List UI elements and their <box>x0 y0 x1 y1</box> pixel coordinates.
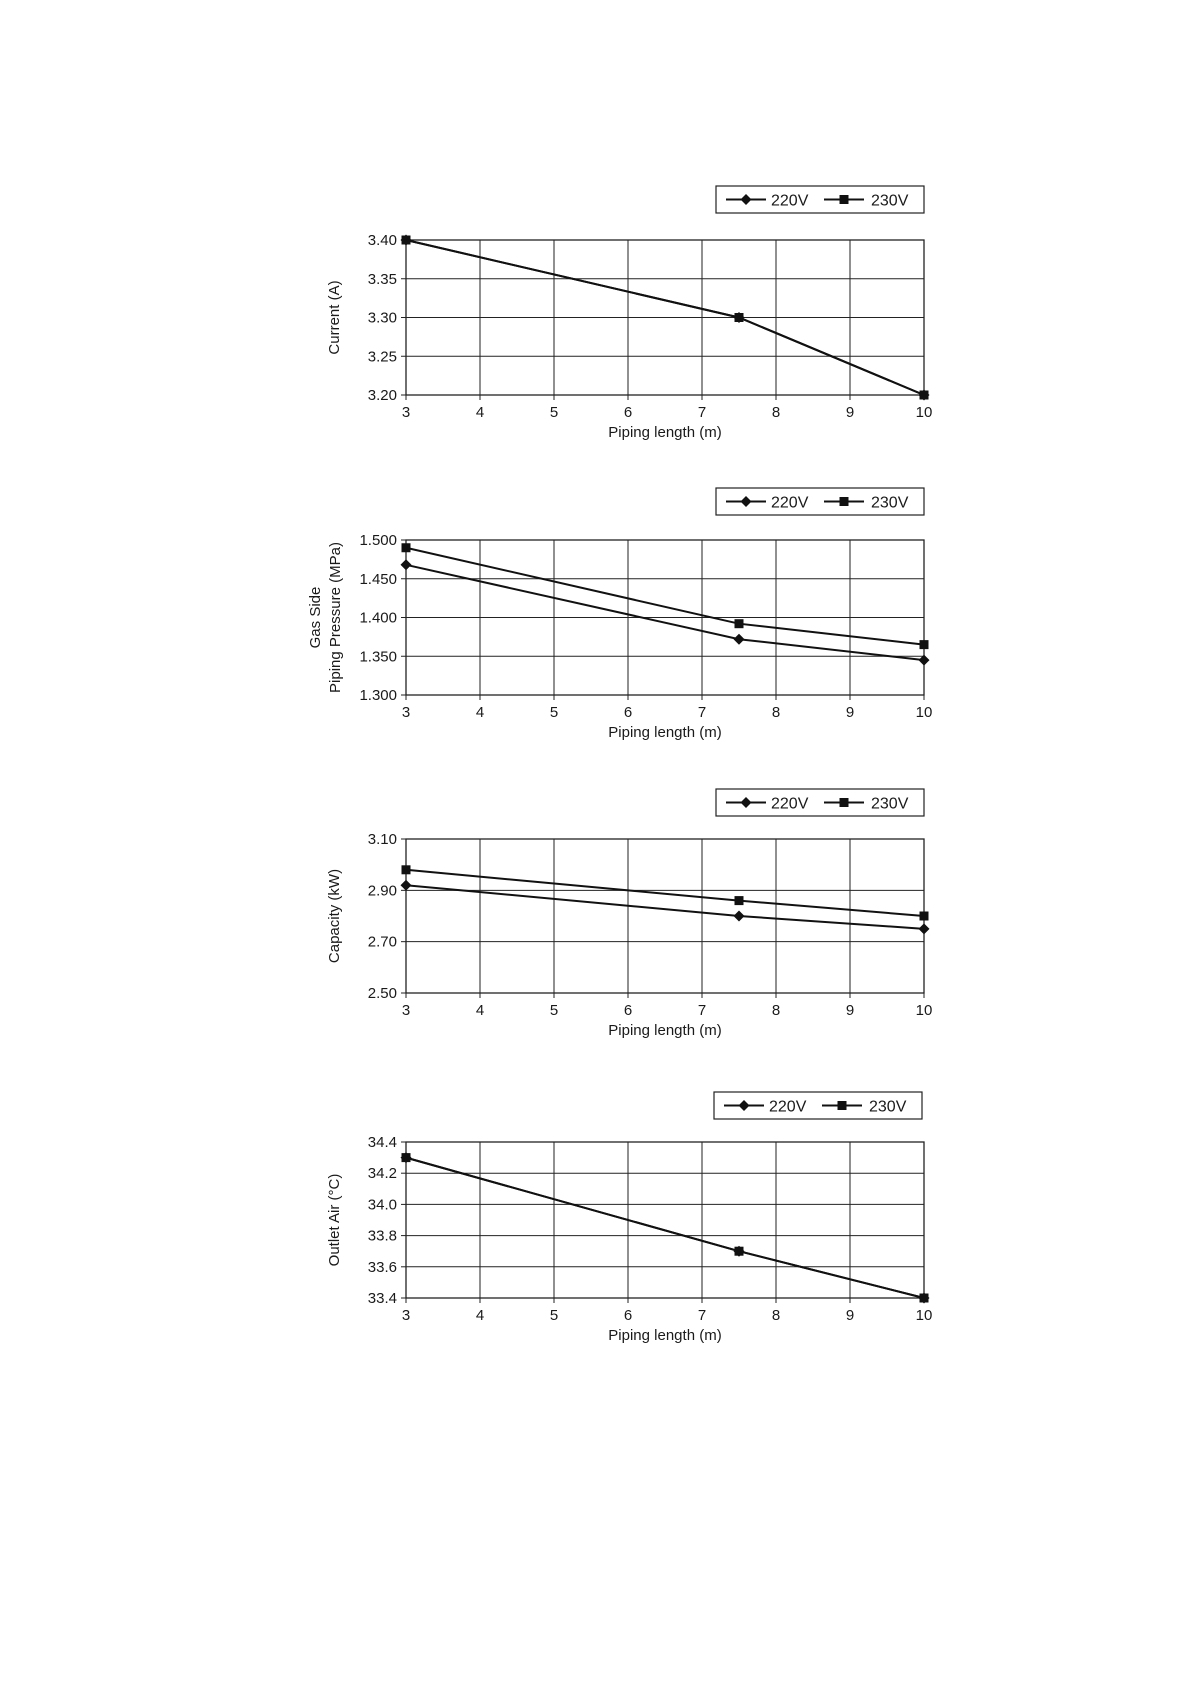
y-axis-label: Outlet Air (°C) <box>326 1173 343 1267</box>
y-tick-label: 33.8 <box>367 1227 397 1245</box>
chart-2 <box>307 488 932 741</box>
chart-3 <box>326 789 932 1039</box>
data-point-230V <box>920 912 929 921</box>
x-tick-label: 3 <box>401 404 411 421</box>
legend <box>714 1092 922 1119</box>
chart-4 <box>326 1092 932 1344</box>
legend <box>716 488 924 515</box>
legend-label-220V: 220V <box>771 494 809 512</box>
y-tick-label: 33.6 <box>367 1258 397 1276</box>
x-tick-label: 7 <box>697 1002 707 1019</box>
data-point-230V <box>402 1153 411 1162</box>
data-point-230V <box>402 543 411 552</box>
x-tick-label: 10 <box>915 704 933 721</box>
y-tick-label: 3.10 <box>367 831 397 848</box>
data-point-230V <box>735 896 744 905</box>
x-tick-label: 3 <box>401 704 411 721</box>
y-tick-label: 1.450 <box>359 570 397 588</box>
y-tick-label: 1.300 <box>359 687 397 704</box>
y-tick-label: 34.4 <box>367 1134 397 1151</box>
legend-label-220V: 220V <box>769 1098 807 1116</box>
data-point-230V <box>920 391 929 400</box>
x-tick-label: 4 <box>475 704 485 721</box>
legend-label-220V: 220V <box>771 795 809 813</box>
x-tick-label: 10 <box>915 404 933 421</box>
y-tick-label: 3.20 <box>367 387 397 404</box>
legend-marker-230V <box>838 1101 847 1110</box>
data-point-230V <box>920 640 929 649</box>
x-tick-label: 5 <box>549 704 559 721</box>
x-tick-label: 4 <box>475 1002 485 1019</box>
legend-label-220V: 220V <box>771 192 809 210</box>
y-axis-label: Gas Side <box>307 586 324 649</box>
x-tick-label: 5 <box>549 404 559 421</box>
y-axis-label: Current (A) <box>326 280 343 355</box>
x-tick-label: 5 <box>549 1307 559 1324</box>
x-tick-label: 4 <box>475 1307 485 1324</box>
legend-marker-230V <box>840 497 849 506</box>
plot-area <box>406 1142 924 1298</box>
x-tick-label: 10 <box>915 1307 933 1324</box>
x-tick-label: 9 <box>845 704 855 721</box>
data-point-230V <box>735 313 744 322</box>
y-tick-label: 2.70 <box>367 933 397 951</box>
x-tick-label: 6 <box>623 1307 633 1324</box>
legend-label-230V: 230V <box>871 494 909 512</box>
x-tick-label: 9 <box>845 404 855 421</box>
x-tick-label: 9 <box>845 1002 855 1019</box>
x-tick-label: 8 <box>771 704 781 721</box>
x-tick-label: 7 <box>697 404 707 421</box>
legend <box>716 186 924 213</box>
legend-marker-230V <box>840 195 849 204</box>
legend-marker-230V <box>840 798 849 807</box>
x-tick-label: 3 <box>401 1307 411 1324</box>
x-tick-label: 5 <box>549 1002 559 1019</box>
x-tick-label: 8 <box>771 1307 781 1324</box>
y-tick-label: 33.4 <box>367 1290 397 1307</box>
data-point-230V <box>920 1294 929 1303</box>
x-tick-label: 4 <box>475 404 485 421</box>
x-tick-label: 6 <box>623 704 633 721</box>
x-tick-label: 7 <box>697 1307 707 1324</box>
y-tick-label: 1.500 <box>359 532 397 549</box>
y-tick-label: 3.40 <box>367 232 397 249</box>
y-tick-label: 2.90 <box>367 882 397 900</box>
x-tick-label: 6 <box>623 404 633 421</box>
y-tick-label: 34.0 <box>367 1196 397 1214</box>
x-tick-label: 10 <box>915 1002 933 1019</box>
data-point-230V <box>735 1247 744 1256</box>
x-axis-label: Piping length (m) <box>608 1022 722 1039</box>
x-axis-label: Piping length (m) <box>608 424 722 441</box>
data-point-230V <box>735 619 744 628</box>
x-tick-label: 3 <box>401 1002 411 1019</box>
legend-label-230V: 230V <box>871 795 909 813</box>
y-tick-label: 2.50 <box>367 985 397 1002</box>
x-tick-label: 8 <box>771 1002 781 1019</box>
x-axis-label: Piping length (m) <box>608 724 722 741</box>
legend-label-230V: 230V <box>869 1098 907 1116</box>
y-axis-label: Capacity (kW) <box>326 868 343 964</box>
x-axis-label: Piping length (m) <box>608 1327 722 1344</box>
y-tick-label: 3.25 <box>367 348 397 366</box>
y-tick-label: 3.35 <box>367 270 397 288</box>
y-tick-label: 1.350 <box>359 648 397 666</box>
data-point-230V <box>402 865 411 874</box>
legend <box>716 789 924 816</box>
y-axis-label: Piping Pressure (MPa) <box>327 542 344 693</box>
x-tick-label: 7 <box>697 704 707 721</box>
x-tick-label: 9 <box>845 1307 855 1324</box>
x-tick-label: 8 <box>771 404 781 421</box>
legend-label-230V: 230V <box>871 192 909 210</box>
y-tick-label: 1.400 <box>359 609 397 627</box>
plot-area <box>406 839 924 993</box>
chart-1 <box>326 186 932 441</box>
x-tick-label: 6 <box>623 1002 633 1019</box>
y-tick-label: 34.2 <box>367 1165 397 1183</box>
y-tick-label: 3.30 <box>367 309 397 327</box>
data-point-230V <box>402 236 411 245</box>
